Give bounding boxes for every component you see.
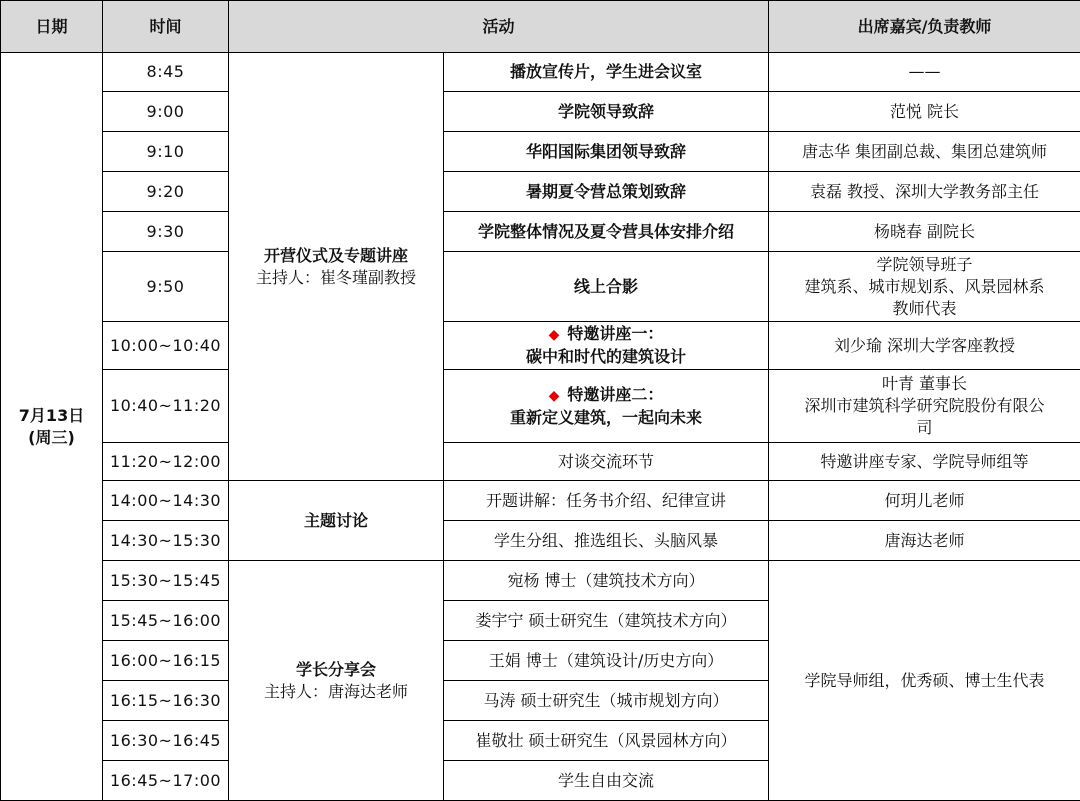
activity-cell: 学生分组、推选组长、头脑风暴 xyxy=(444,521,769,561)
session-opening xyxy=(229,53,444,481)
guest-cell: 唐海达老师 xyxy=(769,521,1080,561)
activity-cell: 学生自由交流 xyxy=(444,761,769,801)
session-host: 主持人：崔冬瑾副教授 xyxy=(233,267,439,289)
activity-cell xyxy=(444,322,769,370)
activity-cell: 对谈交流环节 xyxy=(444,443,769,481)
table-row xyxy=(1,132,1080,172)
table-row xyxy=(1,443,1080,481)
time-cell: 9:30 xyxy=(103,212,229,252)
session-title: 学长分享会 xyxy=(233,659,439,681)
activity-cell: 王娟 博士（建筑设计/历史方向） xyxy=(444,641,769,681)
activity-cell: 华阳国际集团领导致辞 xyxy=(444,132,769,172)
time-cell: 8:45 xyxy=(103,53,229,92)
guest-cell: 特邀讲座专家、学院导师组等 xyxy=(769,443,1080,481)
guest-cell xyxy=(769,252,1080,322)
guest-cell: 何玥儿老师 xyxy=(769,481,1080,521)
time-cell: 16:00~16:15 xyxy=(103,641,229,681)
activity-cell: 线上合影 xyxy=(444,252,769,322)
activity-cell: 学院整体情况及夏令营具体安排介绍 xyxy=(444,212,769,252)
header-time: 时间 xyxy=(103,1,229,53)
guest-cell: 刘少瑜 深圳大学客座教授 xyxy=(769,322,1080,370)
table-row xyxy=(1,212,1080,252)
time-cell: 15:30~15:45 xyxy=(103,561,229,601)
activity-cell: 娄宇宁 硕士研究生（建筑技术方向） xyxy=(444,601,769,641)
guest-cell xyxy=(769,370,1080,443)
table-row xyxy=(1,561,1080,601)
guest-cell: —— xyxy=(769,53,1080,92)
time-cell: 9:10 xyxy=(103,132,229,172)
sharing-guest-cell: 学院导师组，优秀硕、博士生代表 xyxy=(769,561,1080,801)
session-title: 主题讨论 xyxy=(304,511,368,530)
table-row xyxy=(1,322,1080,370)
guest-cell: 杨晓春 副院长 xyxy=(769,212,1080,252)
time-cell: 9:00 xyxy=(103,92,229,132)
time-cell: 10:40~11:20 xyxy=(103,370,229,443)
header-guests: 出席嘉宾/负责教师 xyxy=(769,1,1080,53)
time-cell: 16:45~17:00 xyxy=(103,761,229,801)
session-host: 主持人：唐海达老师 xyxy=(233,681,439,703)
red-diamond-icon: ◆ xyxy=(549,385,560,407)
session-title: 开营仪式及专题讲座 xyxy=(233,245,439,267)
time-cell: 15:45~16:00 xyxy=(103,601,229,641)
table-row xyxy=(1,521,1080,561)
lecture-title: 碳中和时代的建筑设计 xyxy=(448,346,764,368)
guest-cell: 唐志华 集团副总裁、集团总建筑师 xyxy=(769,132,1080,172)
time-cell: 16:15~16:30 xyxy=(103,681,229,721)
lecture-title: 重新定义建筑，一起向未来 xyxy=(448,407,764,429)
header-row xyxy=(1,1,1080,53)
activity-cell: 开题讲解：任务书介绍、纪律宣讲 xyxy=(444,481,769,521)
table-row xyxy=(1,172,1080,212)
session-sharing xyxy=(229,561,444,801)
activity-cell: 播放宣传片，学生进会议室 xyxy=(444,53,769,92)
guest-cell: 范悦 院长 xyxy=(769,92,1080,132)
table-row xyxy=(1,252,1080,322)
activity-cell xyxy=(444,370,769,443)
header-date: 日期 xyxy=(1,1,103,53)
table-row xyxy=(1,370,1080,443)
time-cell: 9:50 xyxy=(103,252,229,322)
guest-line: 建筑系、城市规划系、风景园林系 xyxy=(773,276,1076,298)
time-cell: 10:00~10:40 xyxy=(103,322,229,370)
header-activity: 活动 xyxy=(229,1,769,53)
table-row xyxy=(1,92,1080,132)
guest-line: 教师代表 xyxy=(773,298,1076,320)
date-cell xyxy=(1,53,103,801)
red-diamond-icon: ◆ xyxy=(549,324,560,346)
time-cell: 14:00~14:30 xyxy=(103,481,229,521)
activity-cell: 学院领导致辞 xyxy=(444,92,769,132)
lecture-label: 特邀讲座二： xyxy=(567,385,663,404)
lecture-label: 特邀讲座一： xyxy=(567,324,663,343)
activity-cell: 崔敬壮 硕士研究生（风景园林方向） xyxy=(444,721,769,761)
guest-line: 司 xyxy=(773,417,1076,439)
table-row xyxy=(1,481,1080,521)
time-cell: 14:30~15:30 xyxy=(103,521,229,561)
guest-cell: 袁磊 教授、深圳大学教务部主任 xyxy=(769,172,1080,212)
time-cell: 16:30~16:45 xyxy=(103,721,229,761)
activity-cell: 马涛 硕士研究生（城市规划方向） xyxy=(444,681,769,721)
guest-line: 叶青 董事长 xyxy=(773,373,1076,395)
session-discussion xyxy=(229,481,444,561)
activity-cell: 宛杨 博士（建筑技术方向） xyxy=(444,561,769,601)
date-label: 7月13日 xyxy=(5,405,98,427)
weekday-label: (周三) xyxy=(5,427,98,449)
time-cell: 11:20~12:00 xyxy=(103,443,229,481)
table-row xyxy=(1,53,1080,92)
guest-line: 深圳市建筑科学研究院股份有限公 xyxy=(773,395,1076,417)
guest-line: 学院领导班子 xyxy=(773,254,1076,276)
time-cell: 9:20 xyxy=(103,172,229,212)
activity-cell: 暑期夏令营总策划致辞 xyxy=(444,172,769,212)
